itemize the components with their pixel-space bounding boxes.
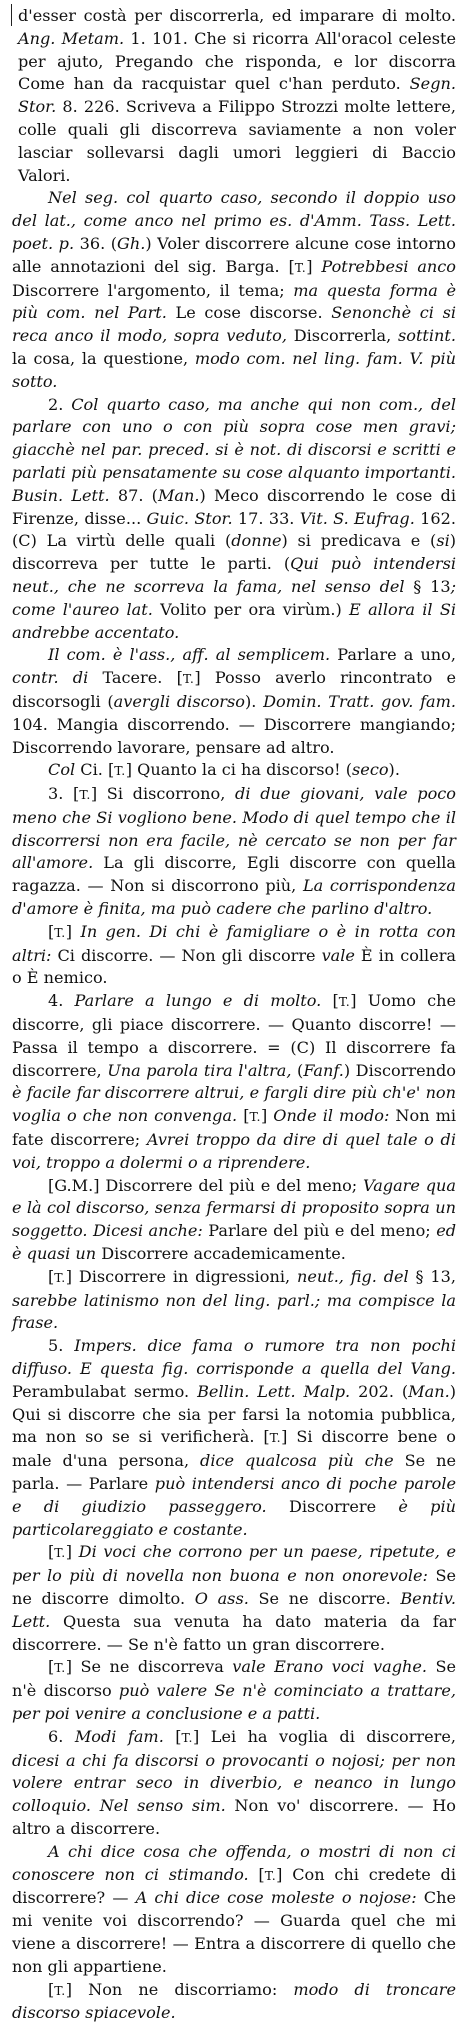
text-run: 2. [48,394,72,414]
italic-run: E allora il Si andrebbe accentato. [12,599,457,642]
text-run: 3. [ [48,784,80,804]
text-run: [ [163,1726,182,1746]
text-run: [ [48,1979,55,1999]
italic-run: può valere Se n'è cominciato a trattare, per poi venire a conclusione e a patti. [12,1681,456,1723]
text-run: 8. 226. Scriveva a Filippo Strozzi molte lettere, colle quali gli discorreva saviamente a non voler lasciar sollevarsi dagli umori leggieri di Baccio Valori. [18,97,456,185]
italic-run: Avrei troppo da dire di quel tale o di voi, troppo a dolermi o a riprendere. [12,1130,456,1172]
italic-run: Bellin. Lett. Malp. [197,1381,351,1401]
text-run: [ [48,1266,55,1286]
italic-run: O ass. [194,1588,249,1608]
text-run: 1. 101. Che si ricorra All'oracol celeste per ajuto, Pregando che risponda, e lor discorra Come han da racquistar quel c'han perduto. [18,28,456,94]
entry-paragraph [12,1266,456,1335]
text-run: 202. ( [350,1381,409,1401]
italic-run: Gh. [117,233,146,253]
text-run: La gli discorre, Egli discorre con quella ragazza. — Non si discorrono più, [12,853,456,896]
italic-run: Una parola tira l'altra, [107,1060,292,1080]
small-caps-run: T. [114,763,126,779]
text-run: ) si predicava e ( [281,531,437,551]
italic-run: Nel seg. col quarto caso, secondo il doppio uso del lat., come anco nel primo es. d'Amm. Tass. Lett. poet. p. [12,188,456,253]
text-run: ) Discorrendo [343,1060,456,1080]
entry-paragraph [12,644,456,759]
entry-paragraph [12,759,456,783]
text-run: ( [291,1060,304,1080]
text-run: 162. (C) La virtù delle quali ( [12,508,456,551]
text-run: la cosa, la questione, [12,348,195,368]
text-run: ] Con chi credete di discorrere? — [12,1864,456,1908]
text-run: ) Meco discorrendo le cose di Firenze, disse... [12,485,456,528]
margin-rule [11,4,12,26]
italic-run: è facile far discorrere altrui, e fargli dire più ch'e' non voglia o che non convenga. [12,1083,456,1126]
text-run: ] [65,1542,79,1562]
text-run: Discorrere [266,1496,399,1516]
text-run: 5. [48,1336,75,1356]
text-run: ) Voler discorrere alcune cose intorno alle annotazioni del sig. Barga. [ [12,233,456,276]
italic-run: neut., fig. del [296,1266,409,1286]
text-run: ) Qui si discorre che sia per farsi la notomia pubblica, ma non so se si verificherà. [ [12,1381,456,1447]
italic-run: sarebbe latinismo non del ling. parl.; ma compisce la frase. [12,1290,456,1333]
text-run: 104. Mangia discorrendo. — Discorrere mangiando; Discorrendo lavorare, pensare ad altro. [12,714,456,757]
text-run: ). [388,760,400,780]
small-caps-run: T. [294,259,307,275]
text-run: Se ne discorre. [248,1588,401,1608]
italic-run: Di voci che corrono per un paese, ripetute, e per lo più di novella non buona e non onorevole: [12,1542,456,1586]
italic-run: Il com. è l'ass., aff. al semplicem. [48,645,331,665]
entry-paragraph [12,187,456,393]
italic-run: Senonchè ci si reca anco il modo, sopra veduto, [12,303,456,346]
italic-run: Ang. Metam. [18,28,125,48]
italic-run: Potrebbesi anco [321,256,456,276]
text-run: Discorrerla, [286,326,399,346]
entry-paragraph [12,1979,456,2025]
italic-run: vale [321,945,355,965]
small-caps-run: T. [54,1269,66,1285]
italic-run: Col [48,760,76,780]
italic-run: Guic. Stor. [146,508,233,528]
small-caps-run: T. [181,1729,194,1745]
text-run: [G.M.] Discorrere del più e del meno; [48,1175,364,1195]
italic-run: In gen. Di chi è famigliare o è in rotta con altri: [12,921,456,965]
small-caps-run: T. [54,1982,66,1998]
text-run: Se ne discorre dimolto. [12,1566,456,1608]
small-caps-run: T. [54,1545,66,1561]
text-run: Parlare a uno, [330,645,456,665]
text-run: 87. ( [109,485,158,505]
italic-run: può intendersi anco di poche parole e di giudizio passeggero. [12,1474,457,1516]
italic-run: Modi fam. [74,1726,164,1746]
text-run: Perambulabat sermo. [12,1381,198,1401]
text-run: Che mi venite voi discorrendo? — Guarda quel che mi viene a discorrere! — Entra a discorrere di quello che non gli appartiene. [12,1888,456,1976]
italic-run: Impers. dice fama o rumore tra non pochi diffuso. E questa fig. corrisponde a quella del Vang. [12,1336,456,1379]
text-run: Non mi fate discorrere; [12,1106,456,1150]
text-run: ] [65,921,81,941]
italic-run: avergli discorso [113,691,245,711]
text-run: [ [48,921,55,941]
text-run: Parlare del più e del meno; [202,1221,437,1241]
text-run: ] [260,1106,274,1126]
text-run: ] Si discorrono, [90,784,236,804]
italic-run: ; come l'aureo lat. [12,576,456,619]
text-run: Ci discorre. — Non gli discorre [51,945,322,965]
small-caps-run: T. [264,1867,277,1883]
italic-run: ma questa forma è più com. nel Part. [12,280,456,323]
small-caps-run: T. [249,1109,261,1125]
italic-run: modo di troncare discorso spiacevole. [12,1979,456,2023]
text-run: Discorrere accademicamente. [96,1244,346,1264]
text-run: ] Posso averlo rincontrato e discorsogli ( [12,668,457,711]
italic-run: Man. [157,485,200,505]
entry-paragraph [12,1541,456,1656]
text-run: d'esser costà per discorrerla, ed imparare di molto. [18,6,456,25]
text-run: Non vo' discorrere. — Ho altro a discorrere. [12,1796,456,1838]
italic-run: seco [352,760,389,780]
italic-run: Segn. Stor. [18,74,456,117]
italic-run: Bentiv. Lett. [12,1588,456,1631]
entry-paragraph [12,921,456,990]
text-run: ] Discorrere in digressioni, [65,1266,297,1286]
italic-run: A chi dice cosa che offenda, o mostri di non ci conoscere non ci stimando. [12,1841,456,1884]
entry-paragraph [12,1726,456,1841]
text-run: [ [48,1657,55,1677]
entry-paragraph [12,1656,456,1725]
small-caps-run: T. [338,994,351,1010]
italic-run: Col quarto caso, ma anche qui non com., del parlare con uno o con più sopra cose men gravi; giacchè nel par. preced. si è not. di discorsi e scritti e parlati più pensatamente su cose alquanto importanti. Busin. Lett. [12,394,456,505]
small-caps-run: T. [54,1660,66,1676]
italic-run: Fanf. [303,1060,344,1080]
italic-run: è più particolareggiato e costante. [12,1496,456,1539]
entry-paragraph [12,1175,456,1266]
italic-run: si [436,531,450,551]
text-run: È in collera o È nemico. [12,945,457,988]
text-run: Tacere. [ [88,668,183,688]
italic-run: dicesi a chi fa discorsi o provocanti o nojosi; per non volere entrar seco in diverbio, e neanco in lungo colloquio. Nel senso sim. [12,1750,456,1816]
entry-paragraph [12,1335,456,1541]
italic-run: contr. di [12,668,89,688]
entry-paragraph [12,1841,456,1979]
text-run: Questa sua venuta ha dato materia da far discorrere. — Se n'è fatto un gran discorrere. [12,1611,456,1654]
entry-paragraph [12,990,456,1174]
italic-run: A chi dice cose moleste o nojose: [135,1888,417,1908]
text-run: [ [248,1864,265,1884]
text-run: ] Uomo che discorre, gli piace discorrere. — Quanto discorre! — Passa il tempo a discorrere. = (C) Il discorrere fa discorrere, [12,991,456,1080]
text-run: Se ne parla. — Parlare [12,1451,456,1493]
small-caps-run: T. [79,787,91,803]
italic-run: Vit. S. Eufrag. [299,508,415,528]
italic-run: vale Erano voci vaghe. [232,1657,427,1677]
small-caps-run: T. [54,924,66,940]
text-run: ) discorreva per tutte le parti. ( [12,531,456,574]
italic-run: Domin. Tratt. gov. fam. [263,691,457,711]
italic-run: Man. [408,1381,450,1401]
dictionary-entry [12,5,456,2025]
italic-run: La corrispondenza d'amore è finita, ma può cadere che parlino d'altro. [12,876,456,919]
italic-run: Qui può intendersi neut., che ne scorreva la fama, nel senso del [12,554,456,596]
entry-paragraph [12,5,456,187]
text-run: ] Non ne discorriamo: [65,1979,294,1999]
italic-run: donne [231,531,282,551]
text-run: ] Se ne discorreva [65,1657,233,1677]
text-run: [ [237,1106,250,1126]
text-run: Volito per ora virùm.) [152,599,350,619]
text-run: ). [244,691,264,711]
text-run: 4. [48,991,75,1011]
italic-run: modo com. nel ling. fam. V. più sotto. [12,348,456,391]
italic-run: dice qualcosa più che [200,1451,394,1471]
text-run: Discorrere l'argomento, il tema; [12,280,294,300]
small-caps-run: T. [182,671,195,687]
italic-run: Parlare a lungo e di molto. [74,991,322,1011]
text-run: Se n'è discorso [12,1657,456,1701]
text-run: [ [48,1542,55,1562]
text-run: § 13 [404,576,451,596]
text-run: Ci. [ [75,760,115,780]
text-run: ] [306,256,322,276]
italic-run: Onde il modo: [273,1106,390,1126]
entry-paragraph [12,394,456,645]
text-run: 6. [48,1726,75,1746]
small-caps-run: T. [269,1430,282,1446]
text-run: ] Quanto la ci ha discorso! ( [125,760,353,780]
text-run: Le cose discorse. [166,303,332,323]
text-run: [ [321,991,339,1011]
italic-run: di due giovani, vale poco meno che Si vogliono bene. Modo di quel tempo che il discorrersi non era facile, nè cercato se non per far all'amore. [12,784,456,873]
italic-run: ed è quasi un [12,1221,457,1264]
text-run: ] Lei ha voglia di discorrere, [193,1726,456,1746]
text-run: 17. 33. [232,508,300,528]
italic-run: Vagare qua e là col discorso, senza fermarsi di proposito sopra un soggetto. Dicesi anche: [12,1175,456,1241]
entry-paragraph [12,783,456,921]
italic-run: sottint. [398,326,456,346]
text-run: ] Si discorre bene o male d'una persona, [12,1427,456,1471]
text-run: § 13, [408,1266,456,1286]
text-run: 36. ( [74,233,118,253]
